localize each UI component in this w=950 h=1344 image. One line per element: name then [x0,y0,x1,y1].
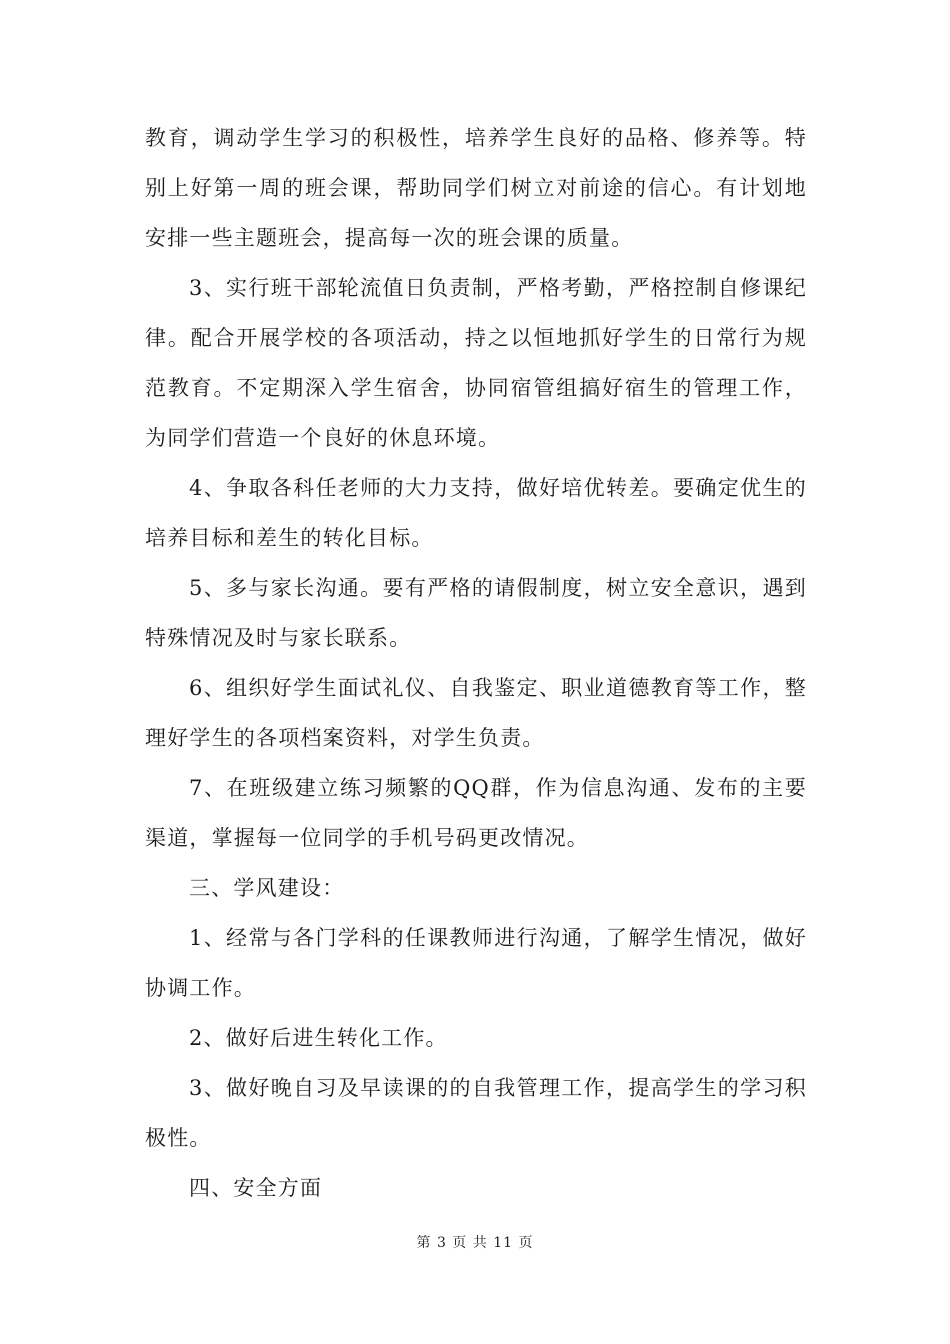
page-number-footer: 第 3 页 共 11 页 [416,1235,534,1251]
section-heading-study-style: 三、学风建设： [189,876,345,900]
paragraph-item-6-records: 6、组织好学生面试礼仪、自我鉴定、职业道德教育等工作，整理好学生的各项档案资料，对学生负责。 [145,676,807,750]
paragraph-item-4-teachers: 4、争取各科任老师的大力支持，做好培优转差。要确定优生的培养目标和差生的转化目标。 [145,476,807,550]
paragraph-study-3: 3、做好晚自习及早读课的的自我管理工作，提高学生的学习积极性。 [145,1076,807,1150]
paragraph-item-7-qq-group: 7、在班级建立练习频繁的QQ群，作为信息沟通、发布的主要渠道，掌握每一位同学的手机号码更改情况。 [145,776,807,850]
paragraph-study-2: 2、做好后进生转化工作。 [189,1026,448,1050]
document-body [145,113,807,1213]
paragraph-item-3-duty: 3、实行班干部轮流值日负责制，严格考勤，严格控制自修课纪律。配合开展学校的各项活动，持之以恒地抓好学生的日常行为规范教育。不定期深入学生宿舍，协同宿管组搞好宿生的管理工作，为同学们营造一个良好的休息环境。 [145,276,807,450]
paragraph-continuation: 教育，调动学生学习的积极性，培养学生良好的品格、修养等。特别上好第一周的班会课，帮助同学们树立对前途的信心。有计划地安排一些主题班会，提高每一次的班会课的质量。 [145,126,807,250]
paragraph-item-5-parents: 5、多与家长沟通。要有严格的请假制度，树立安全意识，遇到特殊情况及时与家长联系。 [145,576,807,650]
section-heading-safety: 四、安全方面 [189,1176,323,1200]
paragraph-study-1: 1、经常与各门学科的任课教师进行沟通，了解学生情况，做好协调工作。 [145,926,807,1000]
